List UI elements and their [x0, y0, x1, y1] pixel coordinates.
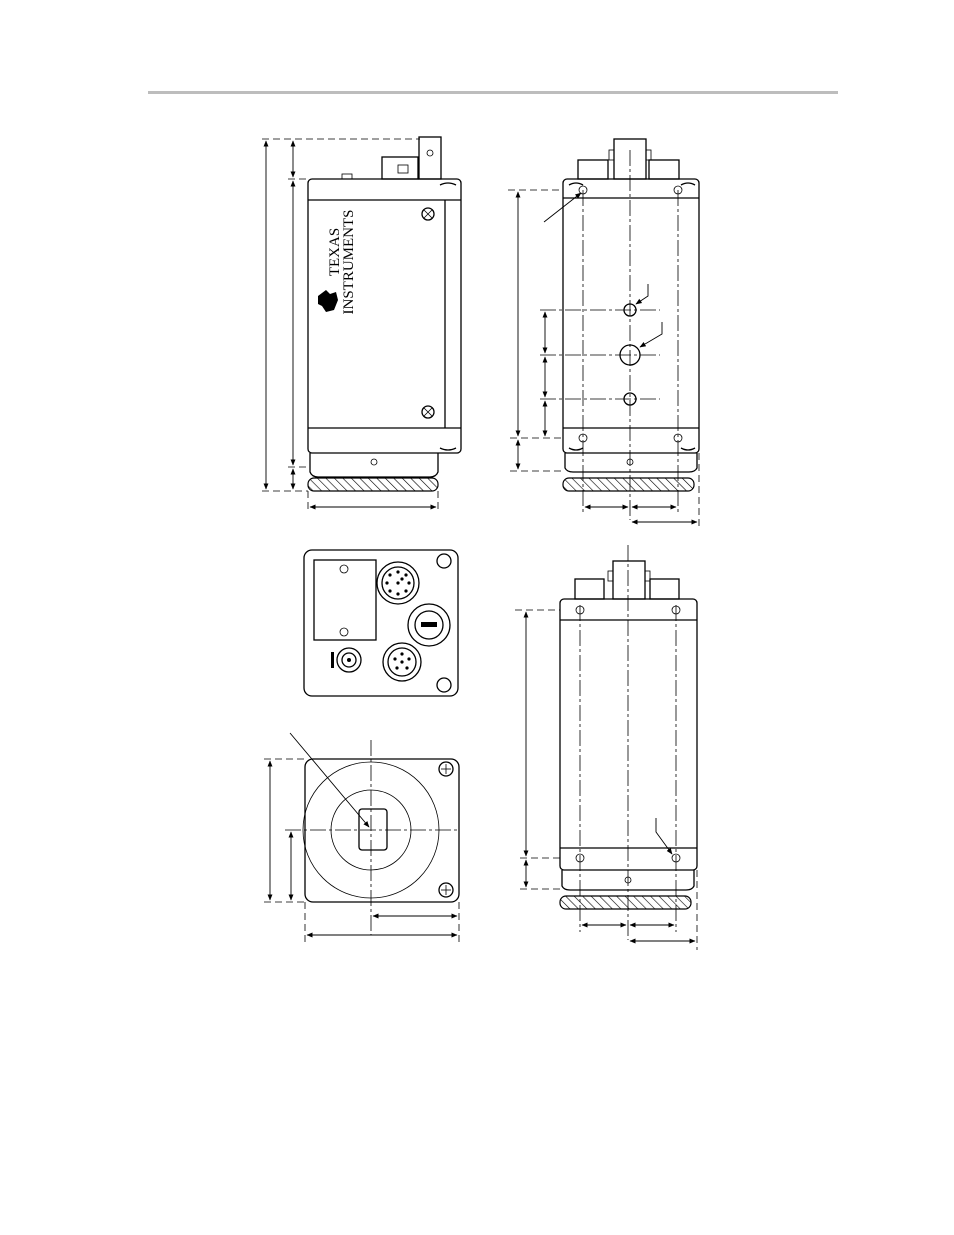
bnc-connector [419, 137, 441, 179]
front-view [264, 733, 460, 942]
bnc-icon [408, 604, 450, 646]
top-view [508, 139, 699, 530]
bnc-connector [613, 561, 645, 599]
camera-body [308, 179, 461, 453]
front-panel [305, 759, 459, 902]
base-plate [308, 478, 438, 491]
logo-line1: TEXAS [327, 227, 343, 277]
camera-body [560, 599, 697, 870]
rear-view [304, 550, 458, 696]
screw-icon [422, 406, 434, 418]
side-view [262, 137, 461, 512]
logo-line2: INSTRUMENTS [341, 209, 357, 315]
screw-icon [439, 883, 453, 897]
round-connector-icon [383, 643, 421, 681]
screw-icon [422, 208, 434, 220]
base-plate [560, 896, 691, 909]
small-connector-icon [331, 648, 361, 672]
sensor [359, 809, 387, 850]
ti-logo [318, 209, 357, 314]
base-plate [563, 478, 694, 491]
screw-icon [439, 762, 453, 776]
bottom-view [515, 545, 697, 950]
ti-logo-icon [318, 290, 338, 312]
top-connector [382, 157, 418, 179]
multi-pin-connector-icon [377, 562, 419, 604]
